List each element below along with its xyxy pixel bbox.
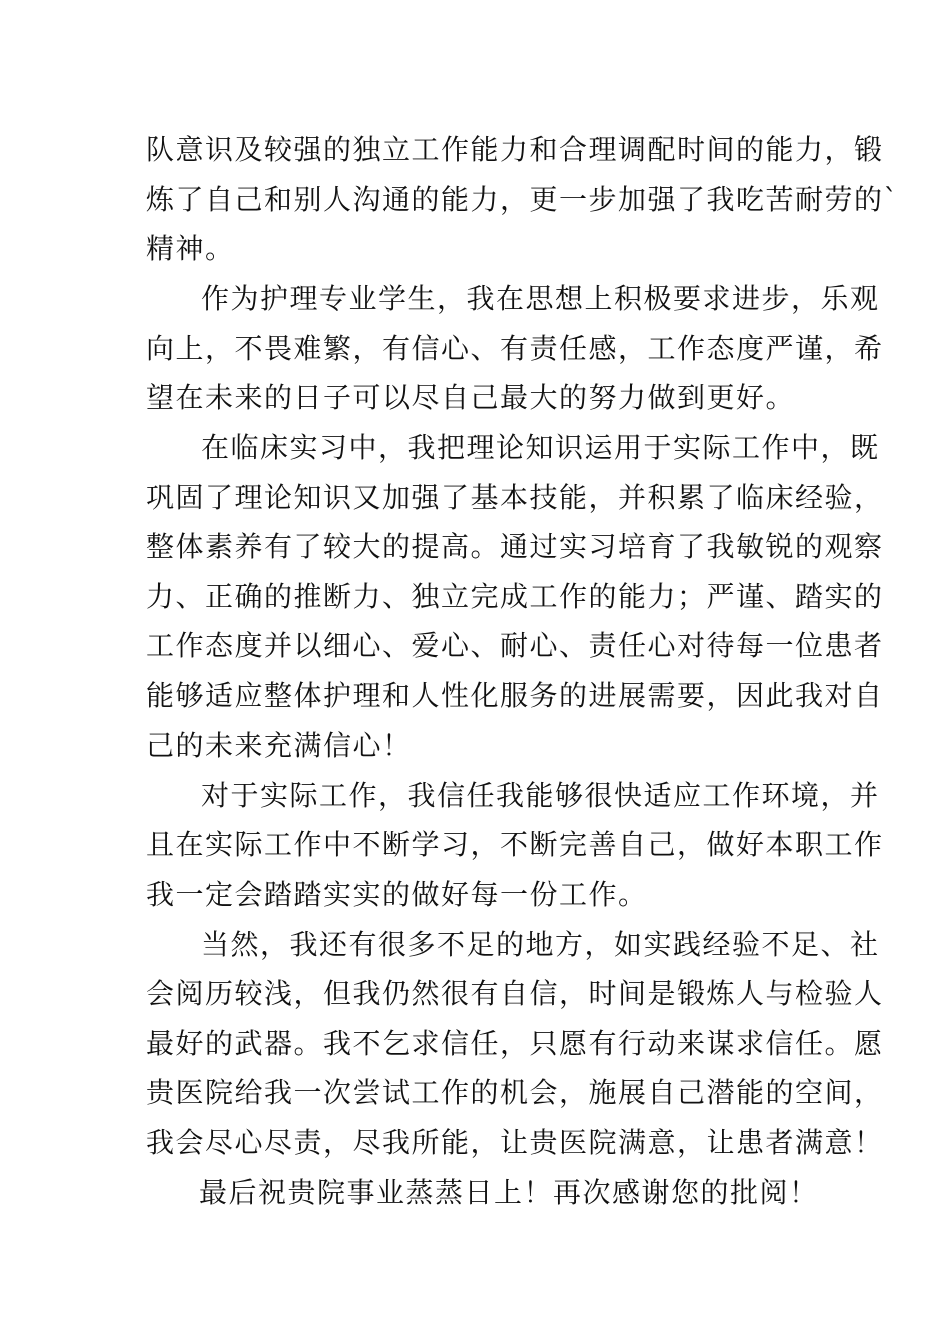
paragraph-first-line: 在临床实习中，我把理论知识运用于实际工作中，既 [201, 431, 880, 464]
text-line: 向上，不畏难繁，有信心、有责任感，工作态度严谨，希 [146, 332, 884, 365]
text-line: 整体素养有了较大的提高。通过实习培育了我敏锐的观察 [146, 530, 884, 563]
text-line: 己的未来充满信心！ [146, 729, 412, 762]
closing-line: 最后祝贵院事业蒸蒸日上！再次感谢您的批阅！ [199, 1176, 819, 1209]
text-line: 精神。 [146, 232, 235, 265]
text-line: 我会尽心尽责，尽我所能，让贵医院满意，让患者满意！ [146, 1126, 884, 1159]
text-line: 队意识及较强的独立工作能力和合理调配时间的能力，锻 [146, 133, 884, 166]
paragraph-first-line: 当然，我还有很多不足的地方，如实践经验不足、社 [201, 928, 880, 961]
text-line: 最好的武器。我不乞求信任，只愿有行动来谋求信任。愿 [146, 1027, 884, 1060]
text-line: 且在实际工作中不断学习，不断完善自己，做好本职工作 [146, 828, 884, 861]
text-line: 炼了自己和别人沟通的能力，更一步加强了我吃苦耐劳的` [146, 183, 900, 216]
text-line: 会阅历较浅，但我仍然很有自信，时间是锻炼人与检验人 [146, 977, 884, 1010]
text-line: 力、正确的推断力、独立完成工作的能力；严谨、踏实的 [146, 580, 884, 613]
text-line: 望在未来的日子可以尽自己最大的努力做到更好。 [146, 381, 796, 414]
text-line: 贵医院给我一次尝试工作的机会，施展自己潜能的空间， [146, 1076, 884, 1109]
text-line: 巩固了理论知识又加强了基本技能，并积累了临床经验， [146, 481, 884, 514]
text-line: 我一定会踏踏实实的做好每一份工作。 [146, 878, 648, 911]
text-line: 能够适应整体护理和人性化服务的进展需要，因此我对自 [146, 679, 884, 712]
text-line: 工作态度并以细心、爱心、耐心、责任心对待每一位患者 [146, 629, 884, 662]
paragraph-first-line: 作为护理专业学生，我在思想上积极要求进步，乐观 [201, 282, 880, 315]
paragraph-first-line: 对于实际工作，我信任我能够很快适应工作环境，并 [201, 779, 880, 812]
